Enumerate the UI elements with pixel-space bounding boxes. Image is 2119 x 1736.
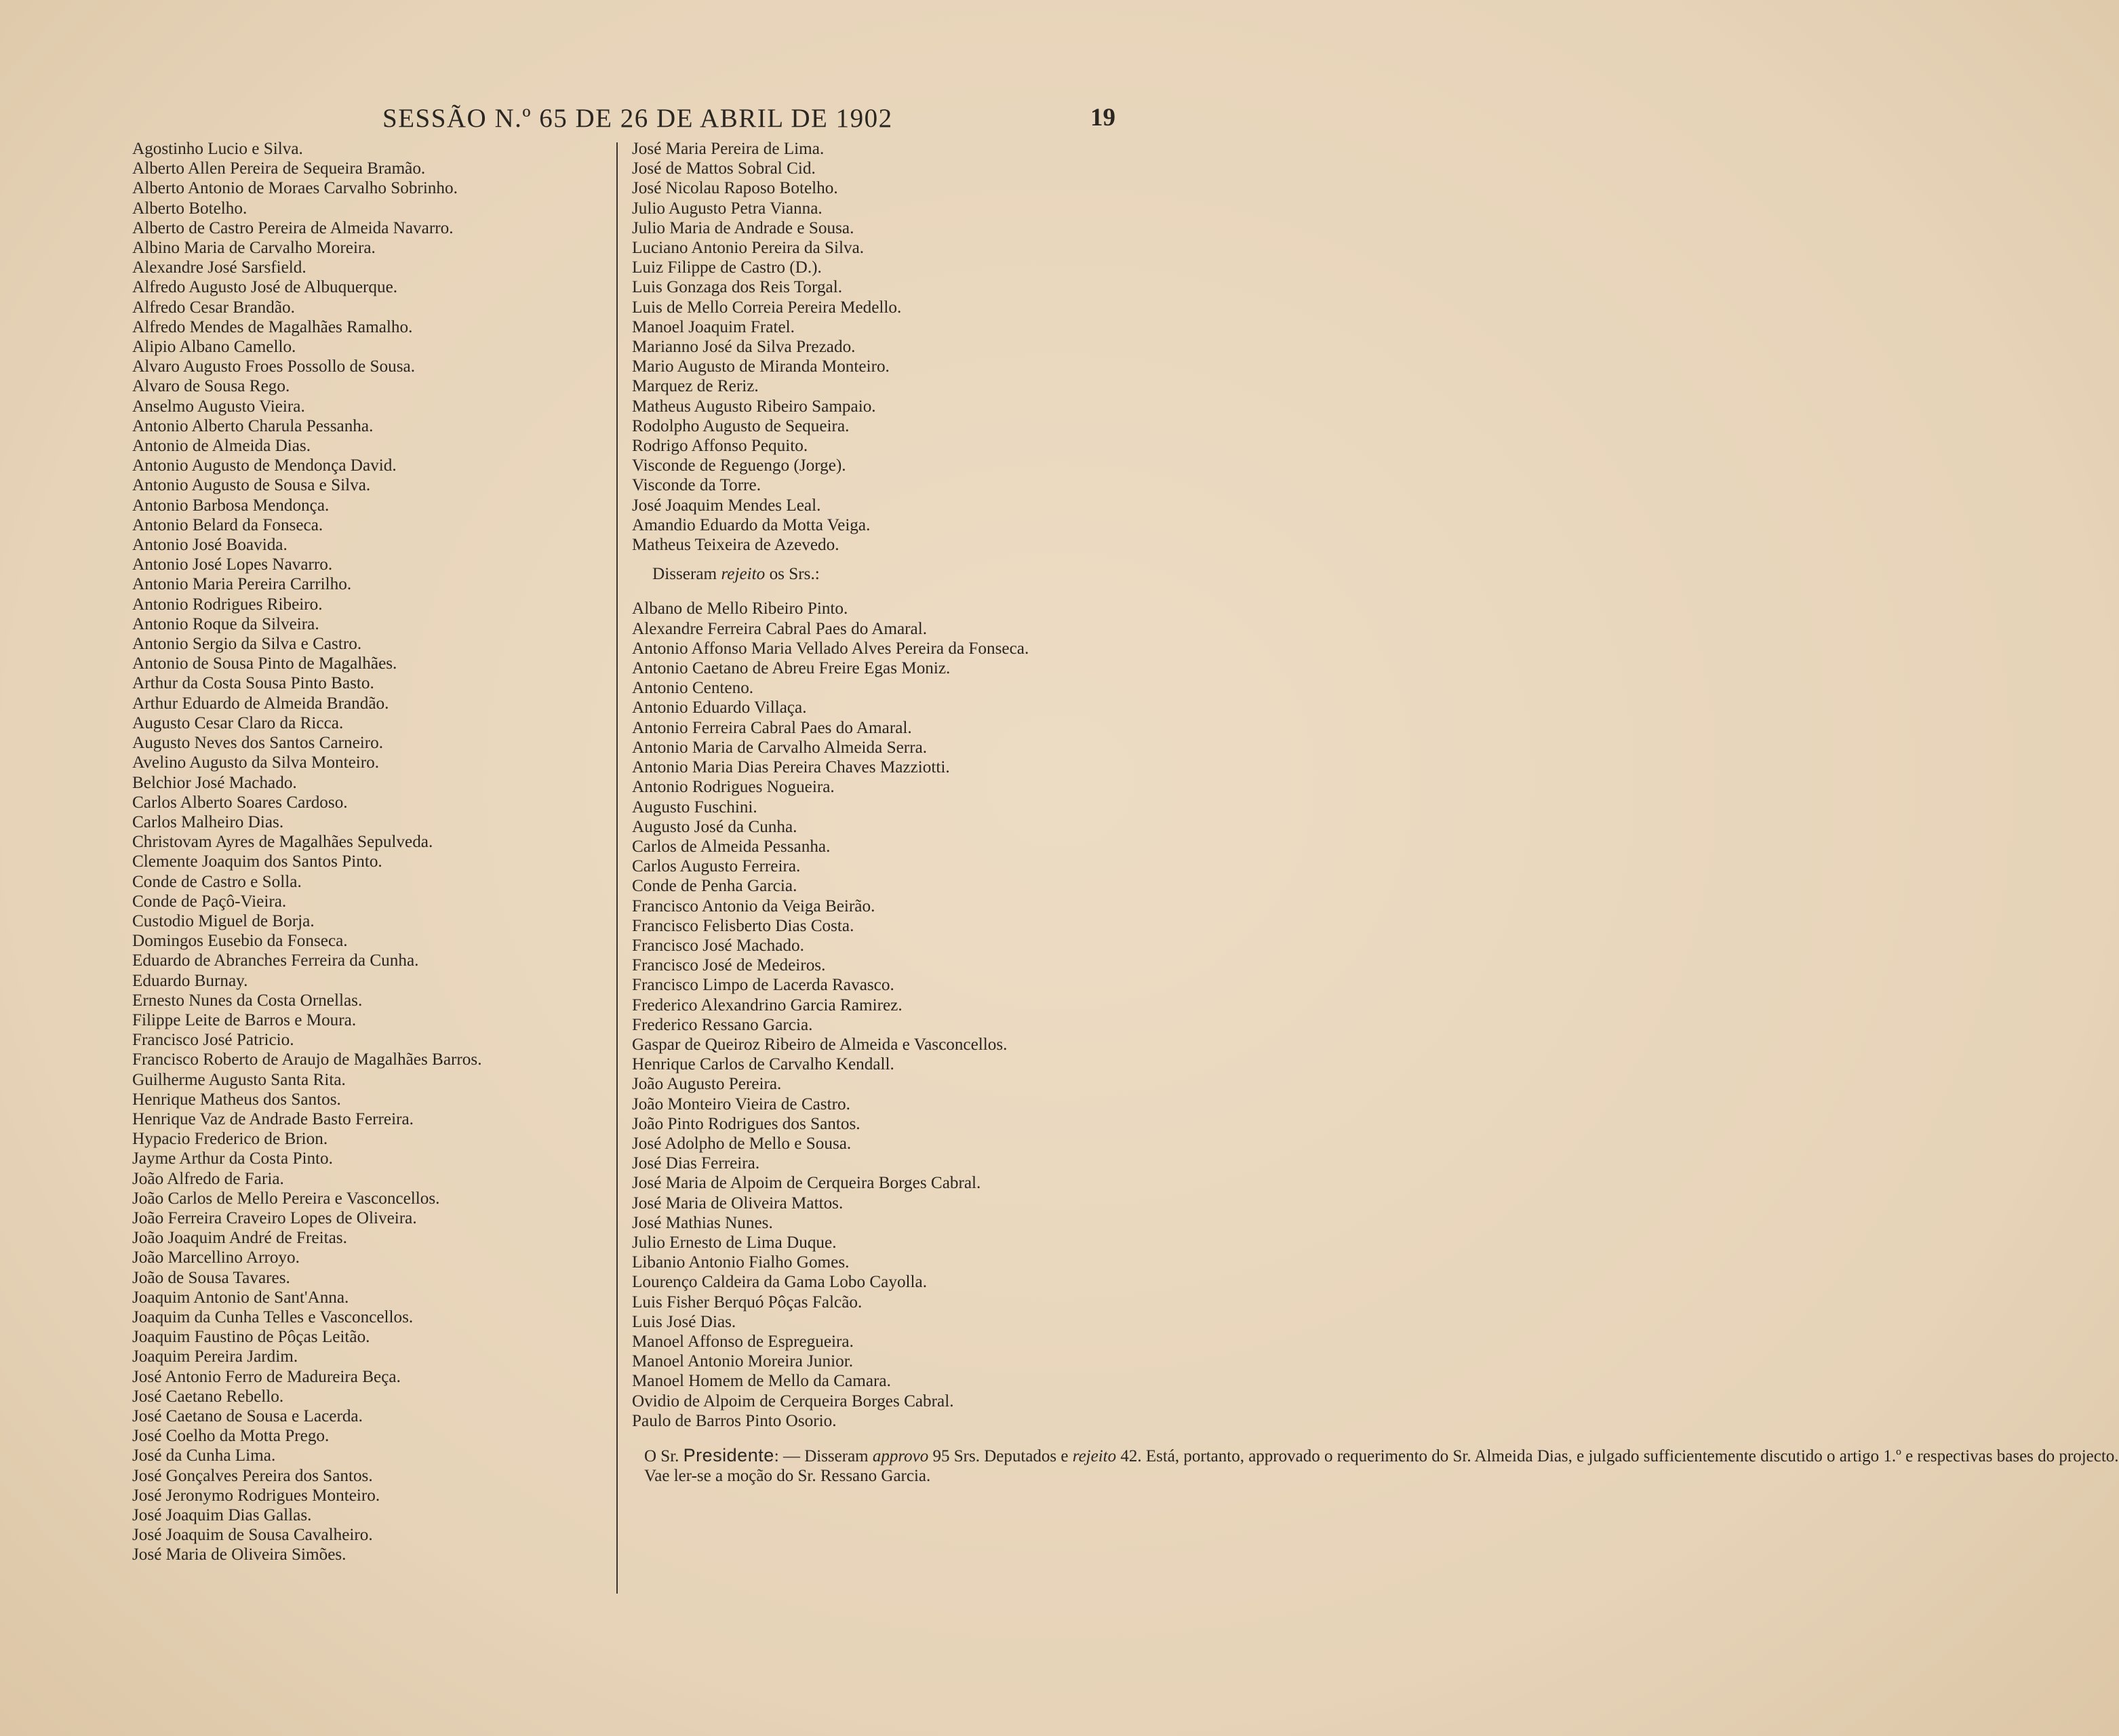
deputy-name: Alexandre Ferreira Cabral Paes do Amaral.	[632, 619, 928, 638]
deputy-name: Matheus Augusto Ribeiro Sampaio.	[632, 397, 876, 416]
deputy-name: José Joaquim Mendes Leal.	[632, 496, 821, 515]
deputy-name: Alexandre José Sarsfield.	[132, 258, 306, 277]
deputy-name: Arthur Eduardo de Almeida Brandão.	[132, 694, 389, 713]
deputy-name: Joaquim Antonio de Sant'Anna.	[132, 1288, 349, 1307]
statement-last-line: Vae ler-se a moção do Sr. Ressano Garcia.	[644, 1467, 931, 1486]
deputy-name: José Joaquim de Sousa Cavalheiro.	[132, 1526, 373, 1545]
deputy-name: Henrique Vaz de Andrade Basto Ferreira.	[132, 1109, 414, 1128]
deputy-name: Gaspar de Queiroz Ribeiro de Almeida e Vasconcellos.	[632, 1035, 1008, 1054]
deputy-name: João Ferreira Craveiro Lopes de Oliveira.	[132, 1208, 417, 1227]
deputy-name: Manoel Homem de Mello da Camara.	[632, 1372, 891, 1391]
statement-part-1: : — Disseram	[774, 1447, 873, 1465]
reject-heading	[632, 564, 1120, 584]
deputy-name: José Joaquim Dias Gallas.	[132, 1506, 312, 1525]
session-title: SESSÃO N.º 65 DE 26 DE ABRIL DE 1902	[382, 104, 893, 133]
deputy-name: Antonio Augusto de Sousa e Silva.	[132, 476, 371, 495]
deputy-name: Custodio Miguel de Borja.	[132, 911, 315, 930]
deputy-name: Antonio Roque da Silveira.	[132, 614, 319, 633]
deputy-name: Francisco José Machado.	[632, 936, 804, 955]
statement-paragraph	[632, 1445, 2119, 1466]
deputy-name: Luiz Filippe de Castro (D.).	[632, 258, 822, 277]
deputy-name: Augusto Neves dos Santos Carneiro.	[132, 734, 384, 753]
deputy-name: José Jeronymo Rodrigues Monteiro.	[132, 1486, 380, 1505]
deputy-name: João Carlos de Mello Pereira e Vasconcellos.	[132, 1189, 440, 1208]
deputy-name: Visconde da Torre.	[632, 476, 761, 495]
deputy-name: Francisco Limpo de Lacerda Ravasco.	[632, 976, 894, 995]
deputy-name: José Mathias Nunes.	[632, 1213, 773, 1232]
deputy-name: João Monteiro Vieira de Castro.	[632, 1094, 850, 1113]
deputy-name: José Maria de Oliveira Mattos.	[632, 1194, 844, 1212]
deputy-name: Agostinho Lucio e Silva.	[132, 140, 303, 158]
deputy-name: Antonio Alberto Charula Pessanha.	[132, 416, 374, 435]
deputy-name: José da Cunha Lima.	[132, 1446, 276, 1465]
reject-heading-suffix: os Srs.:	[765, 565, 820, 584]
deputy-name: Antonio Affonso Maria Vellado Alves Pereira da Fonseca.	[632, 639, 1029, 658]
reject-name-list	[632, 599, 1120, 1431]
deputy-name: Eduardo de Abranches Ferreira da Cunha.	[132, 951, 419, 970]
deputy-name: José Gonçalves Pereira dos Santos.	[132, 1466, 373, 1485]
deputy-name: Amandio Eduardo da Motta Veiga.	[632, 515, 871, 534]
statement-prefix: O Sr.	[644, 1447, 684, 1465]
deputy-name: Antonio Sergio da Silva e Castro.	[132, 635, 362, 654]
deputy-name: Alvaro Augusto Froes Possollo de Sousa.	[132, 357, 416, 376]
deputy-name: Rodrigo Affonso Pequito.	[632, 437, 808, 456]
deputy-name: Carlos Augusto Ferreira.	[632, 857, 801, 876]
deputy-name: Guilherme Augusto Santa Rita.	[132, 1070, 346, 1089]
deputy-name: Julio Ernesto de Lima Duque.	[632, 1233, 837, 1252]
deputy-name: Antonio Ferreira Cabral Paes do Amaral.	[632, 718, 912, 737]
deputy-name: Frederico Ressano Garcia.	[632, 1015, 813, 1034]
deputy-name: Augusto José da Cunha.	[632, 817, 797, 836]
deputy-name: João Pinto Rodrigues dos Santos.	[632, 1114, 860, 1133]
deputy-name: João Marcellino Arroyo.	[132, 1248, 300, 1267]
deputy-name: Alberto Botelho.	[132, 199, 247, 218]
deputy-name: Joaquim Faustino de Pôças Leitão.	[132, 1328, 370, 1347]
deputy-name: Henrique Carlos de Carvalho Kendall.	[632, 1055, 894, 1074]
deputy-name: Luis de Mello Correia Pereira Medello.	[632, 298, 902, 317]
deputy-name: Hypacio Frederico de Brion.	[132, 1130, 328, 1149]
deputy-name: Visconde de Reguengo (Jorge).	[632, 456, 846, 475]
deputy-name: Albano de Mello Ribeiro Pinto.	[632, 599, 848, 618]
deputy-name: Antonio José Boavida.	[132, 536, 288, 555]
deputy-name: José Coelho da Motta Prego.	[132, 1427, 330, 1446]
approve-name-list	[632, 139, 1120, 555]
deputy-name: Alfredo Augusto José de Albuquerque.	[132, 278, 398, 297]
deputy-name: Marquez de Reriz.	[632, 377, 759, 396]
deputy-name: Manoel Joaquim Fratel.	[632, 317, 795, 336]
deputy-name: Henrique Matheus dos Santos.	[132, 1090, 341, 1109]
deputy-name: José Dias Ferreira.	[632, 1154, 760, 1173]
deputy-name: Antonio Belard da Fonseca.	[132, 515, 323, 534]
deputy-name: Antonio José Lopes Navarro.	[132, 555, 333, 574]
statement-part-2: 95 Srs. Deputados e	[928, 1447, 1073, 1465]
deputy-name: Eduardo Burnay.	[132, 971, 248, 990]
deputy-name: José Adolpho de Mello e Sousa.	[632, 1134, 852, 1153]
deputy-name: Francisco José de Medeiros.	[632, 956, 826, 975]
deputy-name: Manoel Affonso de Espregueira.	[632, 1332, 854, 1351]
deputy-name: João Augusto Pereira.	[632, 1075, 782, 1094]
deputy-name: Ovidio de Alpoim de Cerqueira Borges Cabral.	[632, 1392, 954, 1410]
deputy-name: Alberto Allen Pereira de Sequeira Bramão.	[132, 159, 426, 178]
deputy-name: Francisco Felisberto Dias Costa.	[632, 916, 854, 935]
deputy-name: Antonio Barbosa Mendonça.	[132, 496, 330, 515]
deputy-name: José Caetano de Sousa e Lacerda.	[132, 1407, 363, 1425]
deputy-name: Conde de Castro e Solla.	[132, 872, 302, 891]
deputy-name: Libanio Antonio Fialho Gomes.	[632, 1253, 850, 1272]
deputy-name: Antonio Caetano de Abreu Freire Egas Moniz.	[632, 659, 951, 678]
deputy-name: Francisco Antonio da Veiga Beirão.	[632, 896, 875, 915]
deputy-name: Antonio Rodrigues Nogueira.	[632, 778, 835, 797]
deputy-name: Antonio Maria Pereira Carrilho.	[132, 575, 352, 594]
deputy-name: Anselmo Augusto Vieira.	[132, 397, 305, 416]
deputy-name: Albino Maria de Carvalho Moreira.	[132, 239, 376, 258]
deputy-name: Antonio Centeno.	[632, 679, 754, 698]
deputy-name: Paulo de Barros Pinto Osorio.	[632, 1411, 837, 1430]
deputy-name: Carlos de Almeida Pessanha.	[632, 837, 831, 856]
deputy-name: Alfredo Mendes de Magalhães Ramalho.	[132, 317, 413, 336]
deputy-name: Avelino Augusto da Silva Monteiro.	[132, 753, 380, 772]
deputy-name: Antonio Maria Dias Pereira Chaves Mazziotti.	[632, 758, 950, 777]
deputy-name: Luciano Antonio Pereira da Silva.	[632, 239, 865, 258]
speaker-name: Presidente	[683, 1445, 774, 1465]
approve-word: approvo	[872, 1447, 929, 1465]
deputy-name: Alberto Antonio de Moraes Carvalho Sobrinho.	[132, 179, 458, 198]
deputy-name: Francisco José Patricio.	[132, 1031, 294, 1050]
right-column	[632, 139, 2119, 1486]
deputy-name: José Nicolau Raposo Botelho.	[632, 179, 838, 198]
deputy-name: Conde de Penha Garcia.	[632, 877, 797, 896]
reject-heading-text: Disseram	[652, 565, 721, 584]
deputy-name: Julio Maria de Andrade e Sousa.	[632, 218, 854, 237]
deputy-name: Clemente Joaquim dos Santos Pinto.	[132, 852, 382, 871]
president-statement	[632, 1445, 2119, 1486]
deputy-name: Domingos Eusebio da Fonseca.	[132, 932, 348, 951]
deputy-name: Luis Gonzaga dos Reis Torgal.	[632, 278, 843, 297]
deputy-name: Belchior José Machado.	[132, 773, 297, 792]
deputy-name: José Antonio Ferro de Madureira Beça.	[132, 1367, 401, 1386]
deputy-name: Antonio de Sousa Pinto de Magalhães.	[132, 654, 397, 673]
deputy-name: Julio Augusto Petra Vianna.	[632, 199, 823, 218]
column-divider	[616, 142, 618, 1594]
deputy-name: Jayme Arthur da Costa Pinto.	[132, 1149, 333, 1168]
deputy-name: Joaquim Pereira Jardim.	[132, 1347, 298, 1366]
deputy-name: Augusto Fuschini.	[632, 797, 757, 816]
deputy-name: Luis José Dias.	[632, 1312, 736, 1331]
deputy-name: João Alfredo de Faria.	[132, 1169, 284, 1188]
page-number: 19	[1090, 104, 1115, 132]
left-column-name-list	[132, 139, 600, 1565]
deputy-name: Antonio Augusto de Mendonça David.	[132, 456, 397, 475]
deputy-name: João de Sousa Tavares.	[132, 1268, 290, 1287]
deputy-name: Rodolpho Augusto de Sequeira.	[632, 416, 850, 435]
deputy-name: Alberto de Castro Pereira de Almeida Navarro.	[132, 218, 454, 237]
deputy-name: José Caetano Rebello.	[132, 1387, 284, 1406]
reject-heading-italic: rejeito	[721, 565, 766, 584]
deputy-name: Mario Augusto de Miranda Monteiro.	[632, 357, 890, 376]
deputy-name: Ernesto Nunes da Costa Ornellas.	[132, 991, 363, 1010]
deputy-name: José Maria de Alpoim de Cerqueira Borges Cabral.	[632, 1174, 981, 1193]
deputy-name: Carlos Malheiro Dias.	[132, 812, 284, 831]
deputy-name: Conde de Paçô-Vieira.	[132, 892, 287, 911]
deputy-name: Antonio Rodrigues Ribeiro.	[132, 595, 323, 614]
reject-word: rejeito	[1072, 1447, 1117, 1465]
deputy-name: Luis Fisher Berquó Pôças Falcão.	[632, 1293, 863, 1311]
deputy-name: Marianno José da Silva Prezado.	[632, 338, 856, 357]
deputy-name: Christovam Ayres de Magalhães Sepulveda.	[132, 833, 433, 852]
deputy-name: Carlos Alberto Soares Cardoso.	[132, 793, 348, 812]
deputy-name: José Maria Pereira de Lima.	[632, 140, 825, 158]
deputy-name: Manoel Antonio Moreira Junior.	[632, 1352, 853, 1371]
deputy-name: Francisco Roberto de Araujo de Magalhães Barros.	[132, 1050, 482, 1069]
deputy-name: Arthur da Costa Sousa Pinto Basto.	[132, 674, 374, 693]
deputy-name: Augusto Cesar Claro da Ricca.	[132, 713, 344, 732]
deputy-name: Frederico Alexandrino Garcia Ramirez.	[632, 995, 903, 1014]
deputy-name: João Joaquim André de Freitas.	[132, 1229, 347, 1248]
page-header	[0, 103, 1229, 133]
deputy-name: Alfredo Cesar Brandão.	[132, 298, 295, 317]
statement-part-3: 42. Está, portanto, approvado o requerimento do Sr. Almeida Dias, e julgado sufficientemente discutido o artigo 1.º e respectivas bases do projecto.	[1116, 1447, 2119, 1465]
deputy-name: José de Mattos Sobral Cid.	[632, 159, 816, 178]
deputy-name: Antonio de Almeida Dias.	[132, 437, 311, 456]
deputy-name: Lourenço Caldeira da Gama Lobo Cayolla.	[632, 1273, 928, 1292]
deputy-name: Alvaro de Sousa Rego.	[132, 377, 290, 396]
deputy-name: Antonio Eduardo Villaça.	[632, 698, 807, 717]
deputy-name: Matheus Teixeira de Azevedo.	[632, 536, 839, 555]
deputy-name: Filippe Leite de Barros e Moura.	[132, 1010, 357, 1029]
deputy-name: Antonio Maria de Carvalho Almeida Serra.	[632, 738, 928, 757]
deputy-name: Joaquim da Cunha Telles e Vasconcellos.	[132, 1307, 414, 1326]
deputy-name: José Maria de Oliveira Simões.	[132, 1545, 346, 1564]
deputy-name: Alipio Albano Camello.	[132, 338, 296, 357]
